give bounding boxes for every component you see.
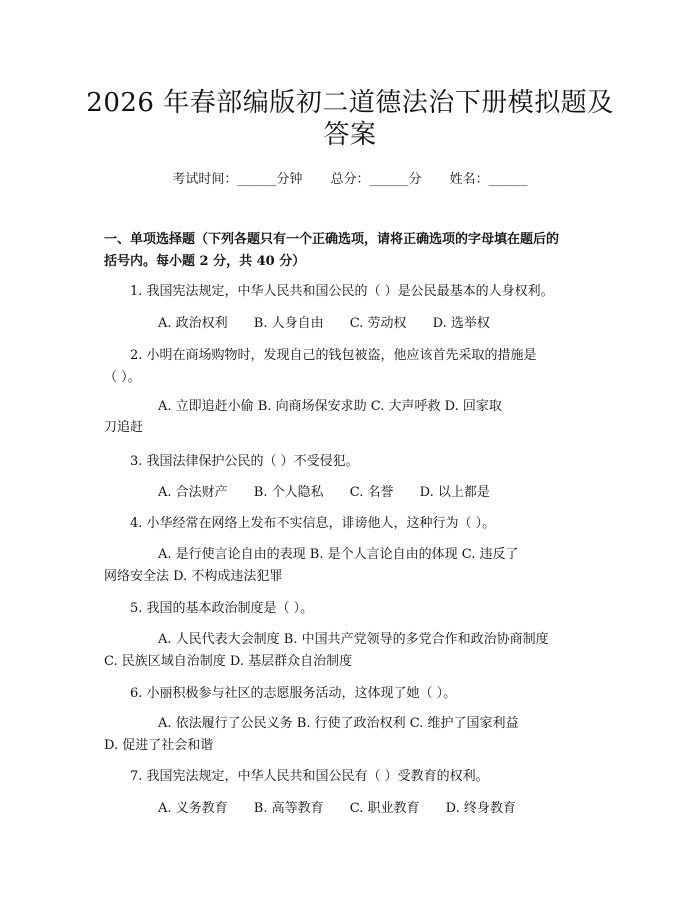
exam-meta xyxy=(0,168,700,187)
section-heading xyxy=(104,229,604,273)
option-b: B. 人身自由 xyxy=(253,316,324,331)
question-5: 5. 我国的基本政治制度是（ ）。 xyxy=(130,601,314,616)
section-heading-line2: 括号内。每小题 2 分，共 40 分） xyxy=(104,254,306,269)
question-7: 7. 我国宪法规定，中华人民共和国公民有（ ）受教育的权利。 xyxy=(130,769,489,784)
option-d: D. 选举权 xyxy=(432,316,490,331)
option-d: D. 以上都是 xyxy=(419,485,490,500)
question-7-options xyxy=(104,799,658,819)
section-heading-line1: 一、单项选择题（下列各题只有一个正确选项，请将正确选项的字母填在题后的 xyxy=(104,232,560,247)
option-a: A. 合法财产 xyxy=(158,485,228,500)
exam-score: 总分：______分 xyxy=(330,172,422,187)
question-5-options: A. 人民代表大会制度 B. 中国共产党领导的多党合作和政治协商制度 xyxy=(158,632,549,647)
question-2-cont: （ ）。 xyxy=(104,370,141,385)
option-c: C. 劳动权 xyxy=(349,316,407,331)
question-2-options: A. 立即追赶小偷 B. 向商场保安求助 C. 大声呼救 D. 回家取 xyxy=(158,399,502,414)
document-title-line2: 答案 xyxy=(323,120,377,150)
option-a: A. 义务教育 xyxy=(158,801,228,816)
document-title-line1: 2026 年春部编版初二道德法治下册模拟题及 xyxy=(86,88,614,118)
question-2: 2. 小明在商场购物时，发现自己的钱包被盗，他应该首先采取的措施是 xyxy=(130,348,537,363)
question-2-options-cont: 刀追赶 xyxy=(104,420,144,435)
question-1-options xyxy=(104,314,658,334)
question-4-options-cont: 网络安全法 D. 不构成违法犯罪 xyxy=(104,569,283,584)
question-5-options-cont: C. 民族区域自治制度 D. 基层群众自治制度 xyxy=(104,654,353,669)
option-b: B. 个人隐私 xyxy=(253,485,324,500)
question-4-options: A. 是行使言论自由的表现 B. 是个人言论自由的体现 C. 违反了 xyxy=(158,547,519,562)
question-3-options xyxy=(104,483,658,503)
question-1: 1. 我国宪法规定，中华人民共和国公民的（ ）是公民最基本的人身权利。 xyxy=(130,284,554,299)
question-6-options-cont: D. 促进了社会和谐 xyxy=(104,738,214,753)
question-3: 3. 我国法律保护公民的（ ）不受侵犯。 xyxy=(130,454,359,469)
option-c: C. 职业教育 xyxy=(349,801,420,816)
question-4: 4. 小华经常在网络上发布不实信息，诽谤他人，这种行为（ ）。 xyxy=(130,516,496,531)
exam-name: 姓名：______ xyxy=(449,172,528,187)
option-c: C. 名誉 xyxy=(349,485,394,500)
question-6: 6. 小丽积极参与社区的志愿服务活动，这体现了她（ ）。 xyxy=(130,686,457,701)
exam-time: 考试时间：______分钟 xyxy=(172,172,303,187)
question-6-options: A. 依法履行了公民义务 B. 行使了政治权利 C. 维护了国家利益 xyxy=(158,716,519,731)
option-b: B. 高等教育 xyxy=(253,801,324,816)
option-a: A. 政治权利 xyxy=(158,316,228,331)
option-d: D. 终身教育 xyxy=(445,801,516,816)
